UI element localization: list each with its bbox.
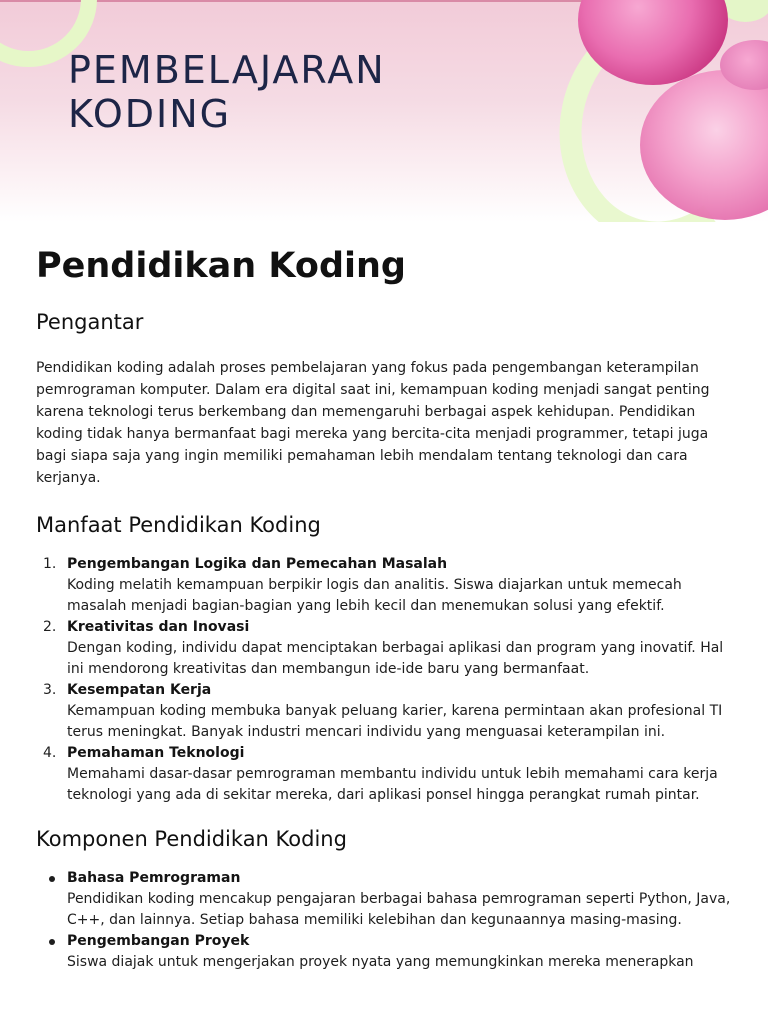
header-title-line-1: PEMBELAJARAN bbox=[68, 48, 386, 92]
benefit-text: Koding melatih kemampuan berpikir logis dan analitis. Siswa diajarkan untuk memecah masalah menjadi bagian-bagian yang lebih kecil dan menemukan solusi yang efektif. bbox=[67, 577, 682, 614]
header-banner bbox=[0, 0, 768, 222]
component-title: Pengembangan Proyek bbox=[67, 933, 250, 949]
benefit-text: Kemampuan koding membuka banyak peluang karier, karena permintaan akan profesional TI terus meningkat. Banyak industri mencari individu yang menguasai keterampilan ini. bbox=[67, 703, 723, 740]
benefit-item bbox=[36, 617, 736, 680]
benefit-number: 2. bbox=[43, 619, 57, 635]
benefit-item bbox=[36, 743, 736, 806]
benefit-title: Kreativitas dan Inovasi bbox=[67, 619, 250, 635]
benefit-item bbox=[36, 680, 736, 743]
component-text: Pendidikan koding mencakup pengajaran berbagai bahasa pemrograman seperti Python, Java, C++, dan lainnya. Setiap bahasa memiliki kelebihan dan kegunaannya masing-masing. bbox=[67, 891, 731, 928]
component-title: Bahasa Pemrograman bbox=[67, 870, 241, 886]
benefit-number: 4. bbox=[43, 745, 57, 761]
benefit-title: Kesempatan Kerja bbox=[67, 682, 212, 698]
benefit-item bbox=[36, 554, 736, 617]
component-item bbox=[36, 931, 736, 973]
intro-paragraph: Pendidikan koding adalah proses pembelajaran yang fokus pada pengembangan keterampilan pemrograman komputer. Dalam era digital saat ini, kemampuan koding menjadi sangat penting karena teknologi terus berkembang dan memengaruhi berbagai aspek kehidupan. Pendidikan koding tidak hanya bermanfaat bagi mereka yang bercita-cita menjadi programmer, tetapi juga bagi siapa saja yang ingin memiliki pemahaman lebih mendalam tentang teknologi dan cara kerjanya. bbox=[36, 360, 710, 486]
document-title: Pendidikan Koding bbox=[36, 246, 406, 286]
header-title-line-2: KODING bbox=[68, 92, 232, 136]
bullet-icon bbox=[49, 876, 55, 882]
components-list bbox=[36, 868, 736, 973]
header-title bbox=[68, 48, 386, 136]
document-body bbox=[36, 240, 736, 973]
benefit-title: Pengembangan Logika dan Pemecahan Masalah bbox=[67, 556, 448, 572]
benefit-number: 3. bbox=[43, 682, 57, 698]
component-text: Siswa diajak untuk mengerjakan proyek nyata yang memungkinkan mereka menerapkan bbox=[67, 954, 694, 970]
benefits-heading: Manfaat Pendidikan Koding bbox=[36, 513, 321, 537]
benefits-list bbox=[36, 554, 736, 806]
benefit-text: Memahami dasar-dasar pemrograman membantu individu untuk lebih memahami cara kerja teknologi yang ada di sekitar mereka, dari aplikasi ponsel hingga perangkat rumah pintar. bbox=[67, 766, 718, 803]
intro-heading: Pengantar bbox=[36, 310, 144, 334]
benefit-title: Pemahaman Teknologi bbox=[67, 745, 245, 761]
benefit-text: Dengan koding, individu dapat menciptakan berbagai aplikasi dan program yang inovatif. Hal ini mendorong kreativitas dan membangun ide-ide baru yang bermanfaat. bbox=[67, 640, 724, 677]
bullet-icon bbox=[49, 939, 55, 945]
component-item bbox=[36, 868, 736, 931]
benefit-number: 1. bbox=[43, 556, 57, 572]
components-heading: Komponen Pendidikan Koding bbox=[36, 827, 347, 851]
